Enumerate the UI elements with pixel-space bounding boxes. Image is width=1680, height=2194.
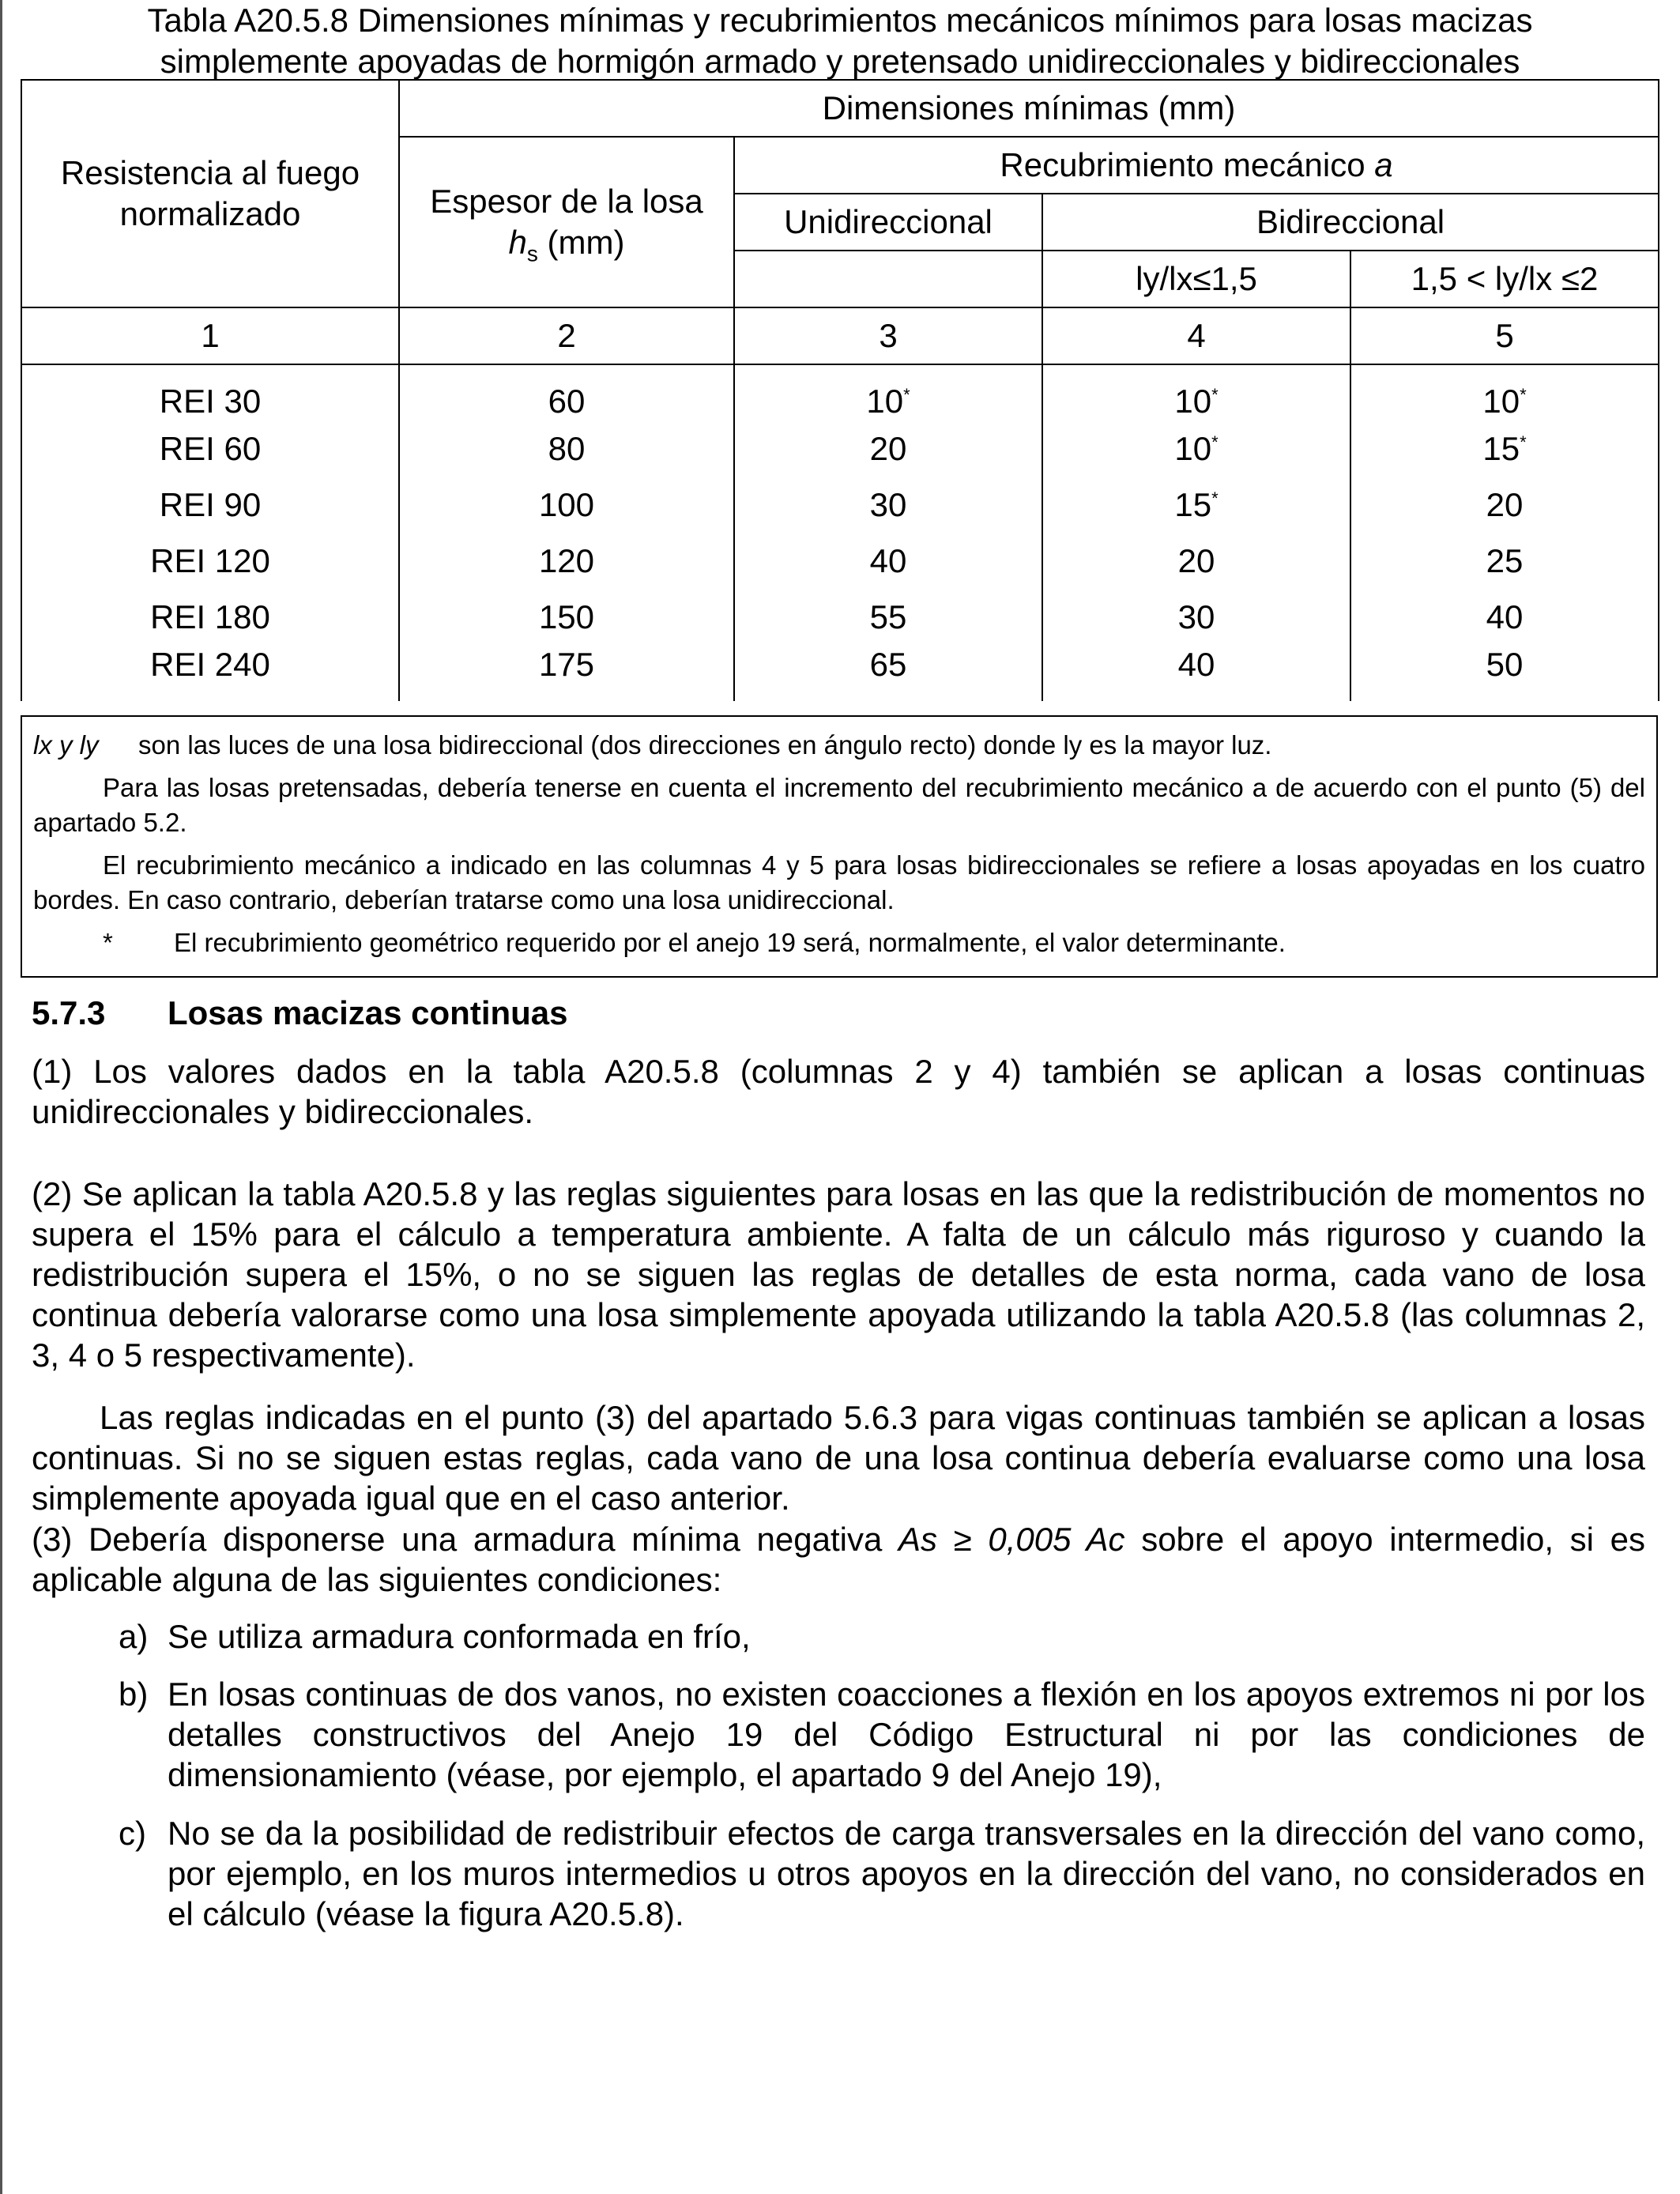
paragraph-3: Las reglas indicadas en el punto (3) del apartado 5.6.3 para vigas continuas también se aplican a losas continuas. Si no se siguen estas reglas, cada vano de una losa continua debería evaluarse como una losa simplemente apoyada igual que en el caso anterior. xyxy=(32,1399,1645,1517)
cell-rei: REI 60 xyxy=(21,420,399,477)
col-number: 2 xyxy=(399,307,734,364)
note-pretensadas: Para las losas pretensadas, debería tenerse en cuenta el incremento del recubrimiento mecánico a de acuerdo con el punto (5) del apartado 5.2. xyxy=(33,773,1645,837)
fire-resistance-table xyxy=(21,79,1659,701)
table-row xyxy=(21,533,1659,589)
cell-uni: 40 xyxy=(734,533,1042,589)
cell-bi2: 50 xyxy=(1350,645,1659,701)
cell-uni: 65 xyxy=(734,645,1042,701)
note-footnote: * El recubrimiento geométrico requerido por el anejo 19 será, normalmente, el valor determinante. xyxy=(103,928,1286,957)
cell-uni: 55 xyxy=(734,589,1042,645)
cell-bi2: 25 xyxy=(1350,533,1659,589)
table-row xyxy=(21,645,1659,701)
section-title: Losas macizas continuas xyxy=(168,994,568,1031)
caption-line-2: simplemente apoyadas de hormigón armado y pretensado unidireccionales y bidireccionales xyxy=(160,43,1520,80)
cell-uni: 20 xyxy=(734,420,1042,477)
cell-bi2: 15* xyxy=(1350,420,1659,477)
col-number: 1 xyxy=(21,307,399,364)
cell-rei: REI 240 xyxy=(21,645,399,701)
cell-hs: 60 xyxy=(399,364,734,420)
cell-rei: REI 180 xyxy=(21,589,399,645)
cell-rei: REI 90 xyxy=(21,477,399,533)
cell-bi2: 20 xyxy=(1350,477,1659,533)
cell-bi1: 15* xyxy=(1042,477,1350,533)
cell-bi2: 40 xyxy=(1350,589,1659,645)
header-bidirectional: Bidireccional xyxy=(1042,194,1659,251)
cell-bi2: 10* xyxy=(1350,364,1659,420)
paragraph-1: (1) Los valores dados en la tabla A20.5.8 (columnas 2 y 4) también se aplican a losas continuas unidireccionales y bidireccionales. xyxy=(32,1053,1645,1130)
section-number: 5.7.3 xyxy=(32,994,106,1031)
cell-uni: 10* xyxy=(734,364,1042,420)
list-item: c) No se da la posibilidad de redistribuir efectos de carga transversales en la dirección del vano como, por ejemplo, en los muros intermedios u otros apoyos en la dirección del vano, no considerados en el cálculo (véase la figura A20.5.8). xyxy=(119,1815,1645,1932)
table-row xyxy=(21,364,1659,420)
table-caption xyxy=(0,0,1680,82)
header-min-dimensions: Dimensiones mínimas (mm) xyxy=(399,80,1659,137)
header-unidirectional: Unidireccional xyxy=(734,194,1042,251)
note-lxly: lx y ly son las luces de una losa bidireccional (dos direcciones en ángulo recto) donde ly es la mayor luz. xyxy=(33,730,1272,760)
table-notes xyxy=(21,715,1658,978)
header-cover: Recubrimiento mecánico a xyxy=(734,137,1659,194)
list-item: b) En losas continuas de dos vanos, no existen coacciones a flexión en los apoyos extremos ni por los detalles constructivos del Anejo 19 del Código Estructural ni por las condiciones de dimensionamiento (véase, por ejemplo, el apartado 9 del Anejo 19), xyxy=(119,1676,1645,1793)
cell-bi1: 10* xyxy=(1042,420,1350,477)
paragraph-2: (2) Se aplican la tabla A20.5.8 y las reglas siguientes para losas en las que la redistribución de momentos no supera el 15% para el cálculo a temperatura ambiente. A falta de un cálculo más riguroso y cuando la redistribución supera el 15%, o no se siguen las reglas de detalles de esta norma, cada vano de losa continua debería valorarse como una losa simplemente apoyada utilizando la tabla A20.5.8 (las columnas 2, 3, 4 o 5 respectivamente). xyxy=(32,1175,1645,1374)
section-heading xyxy=(32,994,568,1032)
cell-bi1: 10* xyxy=(1042,364,1350,420)
column-number-row xyxy=(21,307,1659,364)
note-columns-4-5: El recubrimiento mecánico a indicado en las columnas 4 y 5 para losas bidireccionales se refiere a losas apoyadas en los cuatro bordes. En caso contrario, deberían tratarse como una losa unidireccional. xyxy=(33,850,1645,914)
cell-bi1: 30 xyxy=(1042,589,1350,645)
table-row xyxy=(21,589,1659,645)
col-number: 5 xyxy=(1350,307,1659,364)
paragraph-4: (3) Debería disponerse una armadura mínima negativa As ≥ 0,005 Ac sobre el apoyo intermedio, si es aplicable alguna de las siguientes condiciones: xyxy=(32,1521,1646,1598)
caption-line-1: Tabla A20.5.8 Dimensiones mínimas y recubrimientos mecánicos mínimos para losas macizas xyxy=(147,2,1533,39)
list-item: a) Se utiliza armadura conformada en frío, xyxy=(119,1618,751,1655)
header-ratio-1: ly/lx≤1,5 xyxy=(1042,251,1350,307)
cell-bi1: 20 xyxy=(1042,533,1350,589)
header-unidirectional-empty xyxy=(734,251,1042,307)
cell-rei: REI 30 xyxy=(21,364,399,420)
cell-rei: REI 120 xyxy=(21,533,399,589)
col-number: 4 xyxy=(1042,307,1350,364)
cell-hs: 120 xyxy=(399,533,734,589)
header-ratio-2: 1,5 < ly/lx ≤2 xyxy=(1350,251,1659,307)
formula-as: As ≥ 0,005 Ac xyxy=(898,1521,1125,1558)
cell-hs: 80 xyxy=(399,420,734,477)
cell-hs: 150 xyxy=(399,589,734,645)
table-row xyxy=(21,477,1659,533)
page-left-border xyxy=(0,0,2,2194)
header-slab-thickness: Espesor de la losa $h_s$ (mm) xyxy=(399,137,734,307)
cell-hs: 100 xyxy=(399,477,734,533)
table-row xyxy=(21,420,1659,477)
cell-hs: 175 xyxy=(399,645,734,701)
cell-bi1: 40 xyxy=(1042,645,1350,701)
col-number: 3 xyxy=(734,307,1042,364)
header-fire-resistance: Resistencia al fuego normalizado xyxy=(21,80,399,307)
cell-uni: 30 xyxy=(734,477,1042,533)
